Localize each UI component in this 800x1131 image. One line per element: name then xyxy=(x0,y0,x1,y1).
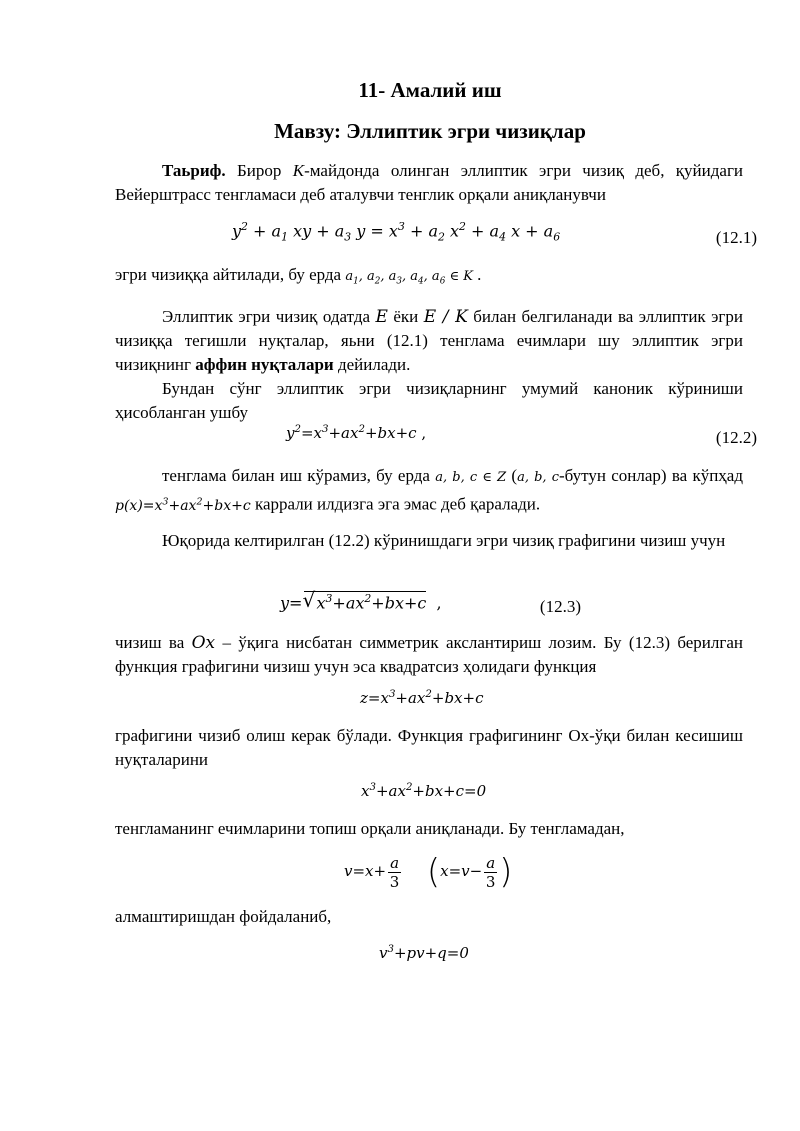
equation-number-12-1: (12.1) xyxy=(715,228,757,247)
equation-depressed-cubic: $v^3+pv+q=0$ xyxy=(379,944,469,962)
definition-paragraph xyxy=(115,159,743,207)
elliptic-EK: E / K xyxy=(423,307,468,327)
page-subtitle: Мавзу: Эллиптик эгри чизиқлар xyxy=(274,119,586,143)
ox-axis: Ox xyxy=(191,633,216,653)
elliptic-text-a: Эллиптик эгри чизиқ одатда xyxy=(162,307,376,326)
work-text-b: ( xyxy=(506,466,518,485)
equation-12-1: $y^2 + a_1$ xy + $a_3$ $y = x^3 + a_2$ $x^2 + a_4$ $x + a_6$ xyxy=(232,220,561,244)
coefficients-set: $a_1$, $a_2$, $a_3$, $a_4$, $a_6$ ∈ K xyxy=(345,269,473,287)
page-title: 11- Амалий иш xyxy=(358,78,502,102)
above-paragraph: Юқорида келтирилган (12.2) кўринишдаги эгри чизиқ графигини чизиш учун xyxy=(162,531,726,550)
draw-paragraph xyxy=(115,631,743,679)
where-text: эгри чизиққа айтилади, бу ерда xyxy=(115,265,346,284)
equation-number-12-3: (12.3) xyxy=(539,597,581,616)
definition-field: K xyxy=(292,161,305,180)
work-paragraph xyxy=(115,464,743,518)
equation-12-2: $y^2=x^3+ax^2+bx+c$ , xyxy=(286,424,427,442)
draw-text-b: – ўқига нисбатан симметрик акслантириш лозим. Бу (12.3) берилган функция графигини чизиш учун эса квадратсиз ҳолидаги функция xyxy=(115,633,743,676)
elliptic-text-c: дейилади. xyxy=(333,355,411,374)
elliptic-E: E xyxy=(375,307,388,327)
draw-text-a: чизиш ва xyxy=(115,633,192,652)
definition-text-b: -майдонда олинган эллиптик эгри чизиқ деб, қуйидаги Вейерштрасс тенгламаси деб аталувчи тенглик орқали аниқланувчи xyxy=(115,161,744,204)
definition-term: Таьриф. xyxy=(162,161,226,180)
where-paragraph xyxy=(115,263,743,294)
work-text-c: -бутун сонлар) ва кўпҳад xyxy=(558,466,743,485)
work-text-a: тенглама билан иш кўрамиз, бу ерда xyxy=(162,466,436,485)
definition-text-a: Бирор xyxy=(225,161,293,180)
abc-list: a, b, c xyxy=(517,470,559,485)
graph-paragraph: графигини чизиб олиш керак бўлади. Функция графигининг Ox-ўқи билан кесишиш нуқталарини xyxy=(115,726,743,769)
equation-z: $z=x^3+ax^2+bx+c$ xyxy=(360,689,484,707)
work-text-d: каррали илдизга эга эмас деб қаралади. xyxy=(250,494,541,514)
canonical-paragraph: Бундан сўнг эллиптик эгри чизиқларнинг умумий каноник кўриниши ҳисобланган ушбу xyxy=(115,379,743,422)
elliptic-text-b: билан белгиланади ва эллиптик эгри чизиққа тегишли нуқталар, яьни (12.1) тенглама ечимлари шу эллиптик эгри чизиқнинг xyxy=(115,307,743,374)
substitution-formula: v=x+ $\frac{a}{3}$ (x=v− $\frac{a}{3}$ ) xyxy=(344,852,513,892)
polynomial-p: $p(x)=x^3+ax^2+bx+c$ xyxy=(115,496,251,514)
equation-cubic-zero: $x^3+ax^2+bx+c=0$ xyxy=(361,782,487,800)
abc-integers: a, b, c ∈ Z xyxy=(435,470,507,485)
equation-number-12-2: (12.2) xyxy=(715,428,757,447)
elliptic-paragraph xyxy=(115,305,743,377)
substitution-paragraph: алмаштиришдан фойдаланиб, xyxy=(115,907,332,926)
equation-12-3: y=√ $x^3+ax^2+bx+c$ , xyxy=(280,591,442,612)
elliptic-or: ёки xyxy=(387,307,424,326)
equation-paragraph: тенгламанинг ечимларини топиш орқали аниқланади. Бу тенгламадан, xyxy=(115,819,625,838)
where-end: . xyxy=(472,265,482,284)
affine-points-term: аффин нуқталари xyxy=(195,355,334,374)
